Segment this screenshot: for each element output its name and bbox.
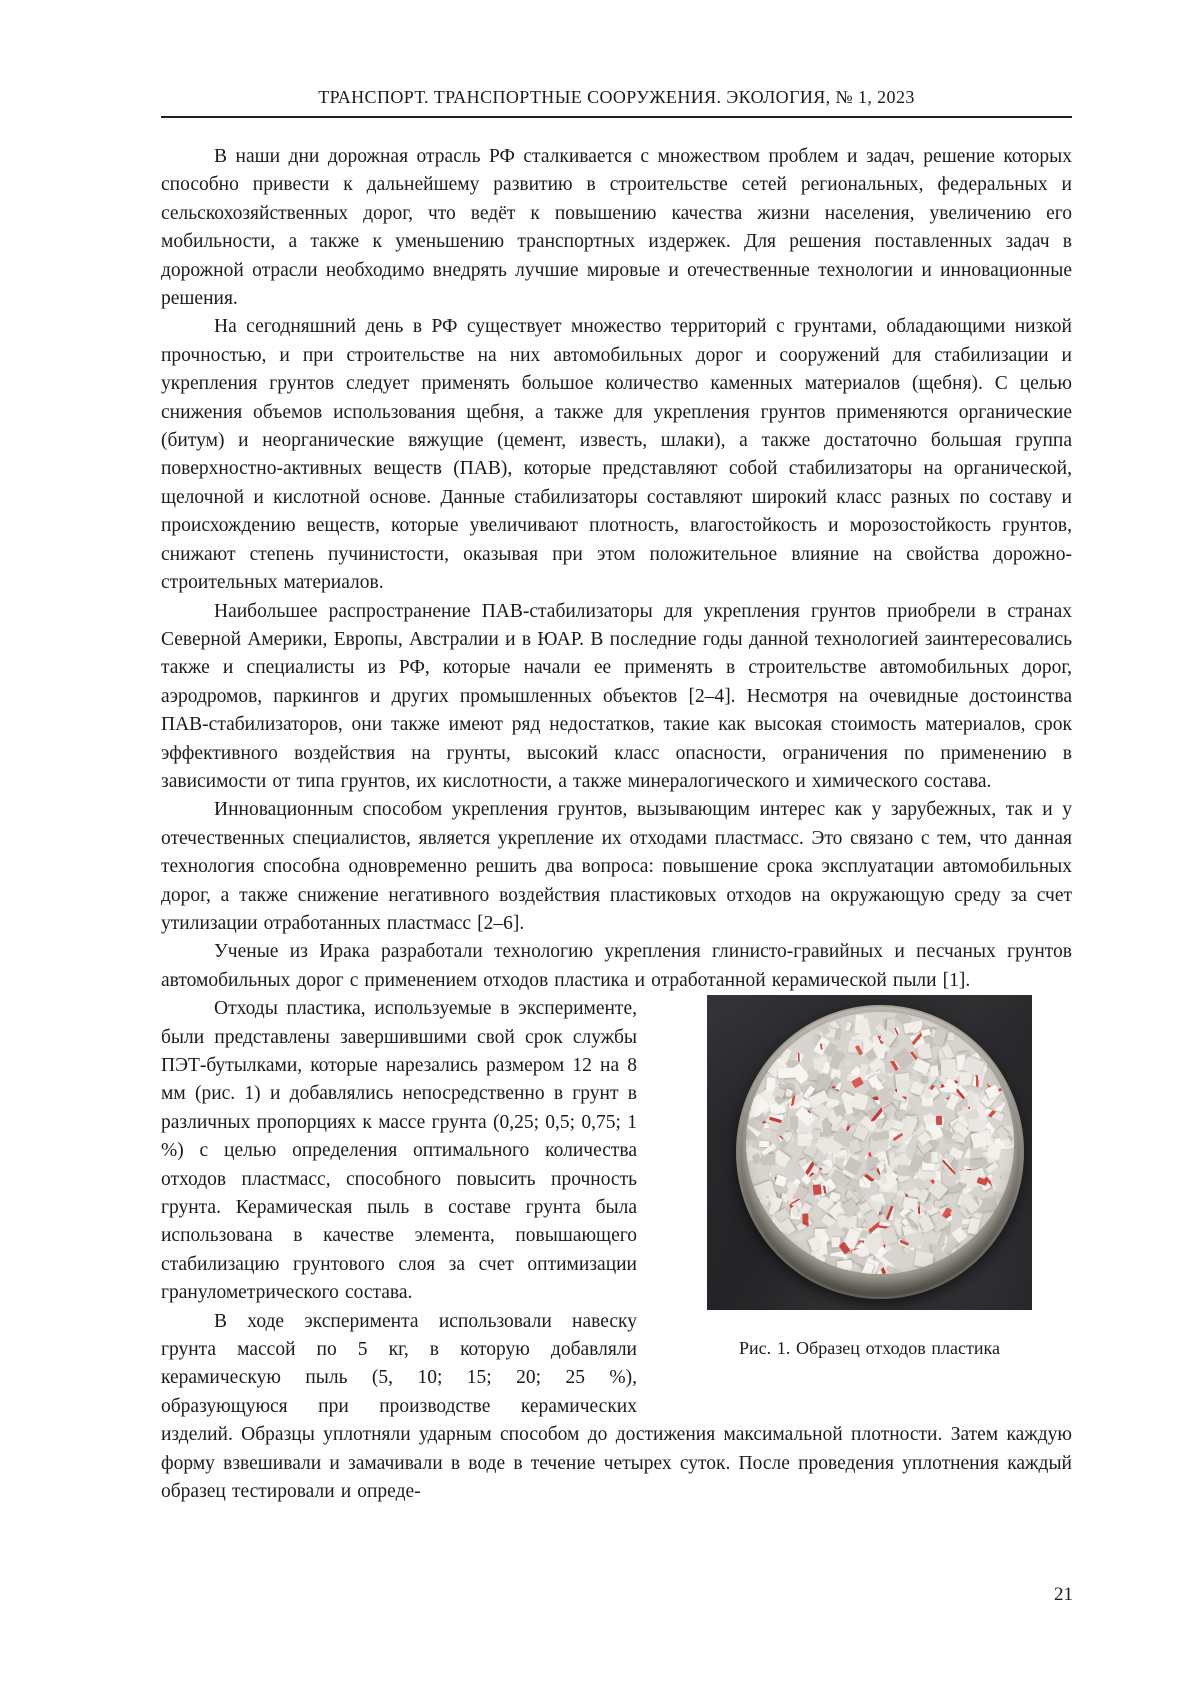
paragraph-1: В наши дни дорожная отрасль РФ сталкивается с множеством проблем и задач, решение которых способно привести к дальнейшему развитию в строительстве сетей региональных, федеральных и сельскохозяйственных дорог, что ведёт к повышению качества жизни населения, увеличению его мобильности, а также к уменьшению транспортных издержек. Для решения поставленных задач в дорожной отрасли необходимо внедрять лучшие мировые и отечественные технологии и инновационные решения. (161, 146, 1072, 310)
paragraph-7: В ходе эксперимента использовали навеску грунта массой по 5 кг, в которую добавляли керамическую пыль (5, 10; 15; 20; 25 %), образующуюся при производстве керамических изделий. Образцы уплотняли ударным способом до достижения максимальной плотности. Затем каждую форму взвешивали и замачивали в воде в течение четырех суток. После проведения уплотнения каждый образец тестировали и опреде- (161, 1310, 1072, 1503)
plastic-flakes (746, 1012, 1014, 1274)
page-content (161, 86, 1072, 1507)
paragraph-5: Ученые из Ирака разработали технологию укрепления глинисто-гравийных и песчаных грунтов автомобильных дорог с применением отходов пластика и отработанной керамической пыли [1]. (161, 941, 1072, 991)
article-body (161, 143, 1072, 1507)
figure-image (707, 995, 1032, 1310)
paragraph-4: Инновационным способом укрепления грунтов, вызывающим интерес как у зарубежных, так и у отечественных специалистов, является укрепление их отходами пластмасс. Это связано с тем, что данная технология способна одновременно решить два вопроса: повышение срока эксплуатации автомобильных дорог, а также снижение негативного воздействия пластиковых отходов на окружающую среду за счет утилизации отработанных пластмасс [2–6]. (161, 799, 1072, 934)
page-number: 21 (1054, 1584, 1073, 1605)
journal-header: ТРАНСПОРТ. ТРАНСПОРТНЫЕ СООРУЖЕНИЯ. ЭКОЛОГИЯ, № 1, 2023 (161, 86, 1072, 118)
paragraph-6-text: Отходы пластика, используемые в эксперименте, были представлены завершившими свой срок службы ПЭТ-бутылками, которые нарезались размером 12 на 8 мм (рис. 1) и добавлялись непосредственно в грунт в различных пропорциях к массе грунта (0,25; 0,5; 0,75; 1 %) с целью определения оптимального количества отходов пластмасс, способного повысить прочность грунта. Керамическая пыль в составе грунта была использована в качестве элемента, повышающего стабилизацию грунтового слоя за счет оптимизации гранулометрического состава. (161, 998, 637, 1304)
glass-dish (736, 1005, 1024, 1299)
paragraph-2: На сегодняшний день в РФ существует множество территорий с грунтами, обладающими низкой прочностью, и при строительстве на них автомобильных дорог и сооружений для стабилизации и укрепления грунтов следует применять большое количество каменных материалов (щебня). С целью снижения объемов использования щебня, а также для укрепления грунтов применяются органические (битум) и неорганические вяжущие (цемент, известь, шлаки), а также достаточно большая группа поверхностно-активных веществ (ПАВ), которые представляют собой стабилизаторы на органической, щелочной и кислотной основе. Данные стабилизаторы составляют широкий класс разных по составу и происхождению веществ, которые увеличивают плотность, влагостойкость и морозостойкость грунтов, снижают степень пучинистости, оказывая при этом положительное влияние на свойства дорожно-строительных материалов. (161, 316, 1072, 594)
figure-1 (637, 995, 1072, 1416)
figure-caption: Рис. 1. Образец отходов пластика (739, 1338, 1000, 1359)
paragraph-6 (161, 995, 1072, 1359)
paragraph-3: Наибольшее распространение ПАВ-стабилизаторы для укрепления грунтов приобрели в странах Северной Америки, Европы, Австралии и в ЮАР. В последние годы данной технологией заинтересовались также и специалисты из РФ, которые начали ее применять в строительстве автомобильных дорог, аэродромов, паркингов и других промышленных объектов [2–4]. Несмотря на очевидные достоинства ПАВ-стабилизаторов, они также имеют ряд недостатков, такие как высокая стоимость материалов, срок эффективного воздействия на грунты, высокий класс опасности, ограничения по применению в зависимости от типа грунтов, их кислотности, а также минералогического и химического состава. (161, 600, 1072, 792)
